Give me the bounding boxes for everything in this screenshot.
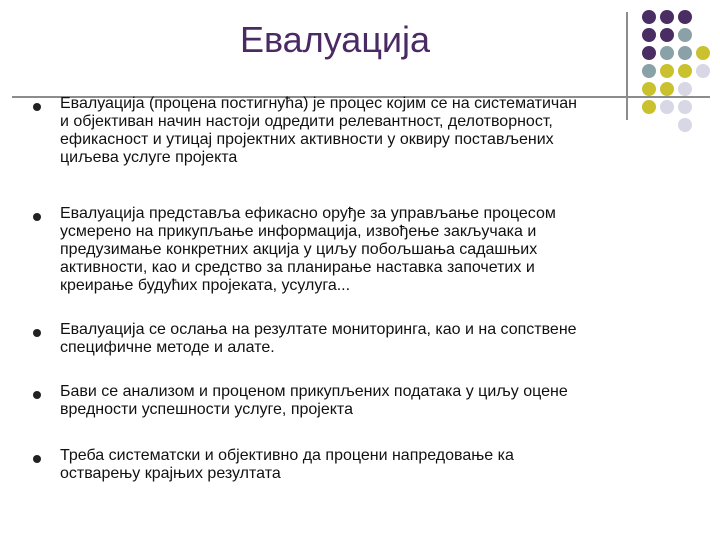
bullet-text xyxy=(60,321,692,357)
bullet-line: Треба систематски и објективно да процени напредовање ка xyxy=(60,447,514,464)
bullet-line: и објективан начин настоји одредити релевантност, делотворност, xyxy=(60,113,553,130)
bullet-line: остварењу крајњих резултата xyxy=(60,465,281,482)
bullet-text xyxy=(60,95,692,167)
decorative-dot xyxy=(642,64,656,78)
decorative-dot xyxy=(642,82,656,96)
bullet-line: Бави се анализом и проценом прикупљених података у циљу оцене xyxy=(60,383,568,400)
decorative-dot xyxy=(660,46,674,60)
bullet-line: ефикасност и утицај пројектних активности у оквиру постављених xyxy=(60,131,554,148)
slide-title: Евалуација xyxy=(239,19,431,60)
decorative-dot xyxy=(678,64,692,78)
bullet-text xyxy=(60,383,692,419)
decorative-dot xyxy=(642,46,656,60)
bullet-marker xyxy=(33,103,41,111)
bullet-line: специфичне методе и алате. xyxy=(60,339,275,356)
decorative-dot xyxy=(696,46,710,60)
decorative-dot xyxy=(678,28,692,42)
bullet-line: вредности успешности услуге, пројекта xyxy=(60,401,353,418)
bullet-line: циљева услуге пројекта xyxy=(60,149,238,166)
bullet-marker xyxy=(33,455,41,463)
decorative-dot xyxy=(696,64,710,78)
bullet-line: усмерено на прикупљање информација, извођење закључака и xyxy=(60,223,537,240)
bullet-line: предузимање конкретних акција у циљу побољшања садашњих xyxy=(60,241,538,258)
decorative-dot xyxy=(660,10,674,24)
bullet-text xyxy=(60,205,692,295)
decorative-dot xyxy=(660,64,674,78)
bullet-line: креирање будућих пројеката, усулуга... xyxy=(60,277,351,294)
bullet-line: активности, као и средство за планирање наставка започетих и xyxy=(60,259,535,276)
decorative-dot xyxy=(678,46,692,60)
decorative-dot xyxy=(678,10,692,24)
bullet-marker xyxy=(33,329,41,337)
decorative-dot xyxy=(660,82,674,96)
decorative-dot xyxy=(642,28,656,42)
bullet-text xyxy=(60,447,692,483)
bullet-marker xyxy=(33,391,41,399)
decorative-dot xyxy=(642,10,656,24)
bullet-marker xyxy=(33,213,41,221)
bullet-line: Евалуација представља ефикасно оруђе за управљање процесом xyxy=(60,205,556,222)
decorative-dot xyxy=(660,28,674,42)
bullet-line: Евалуација се ослања на резултате мониторинга, као и на сопствене xyxy=(60,321,577,338)
decorative-dot xyxy=(678,82,692,96)
bullet-line: Евалуација (процена постигнућа) је процес којим се на систематичан xyxy=(60,95,577,112)
